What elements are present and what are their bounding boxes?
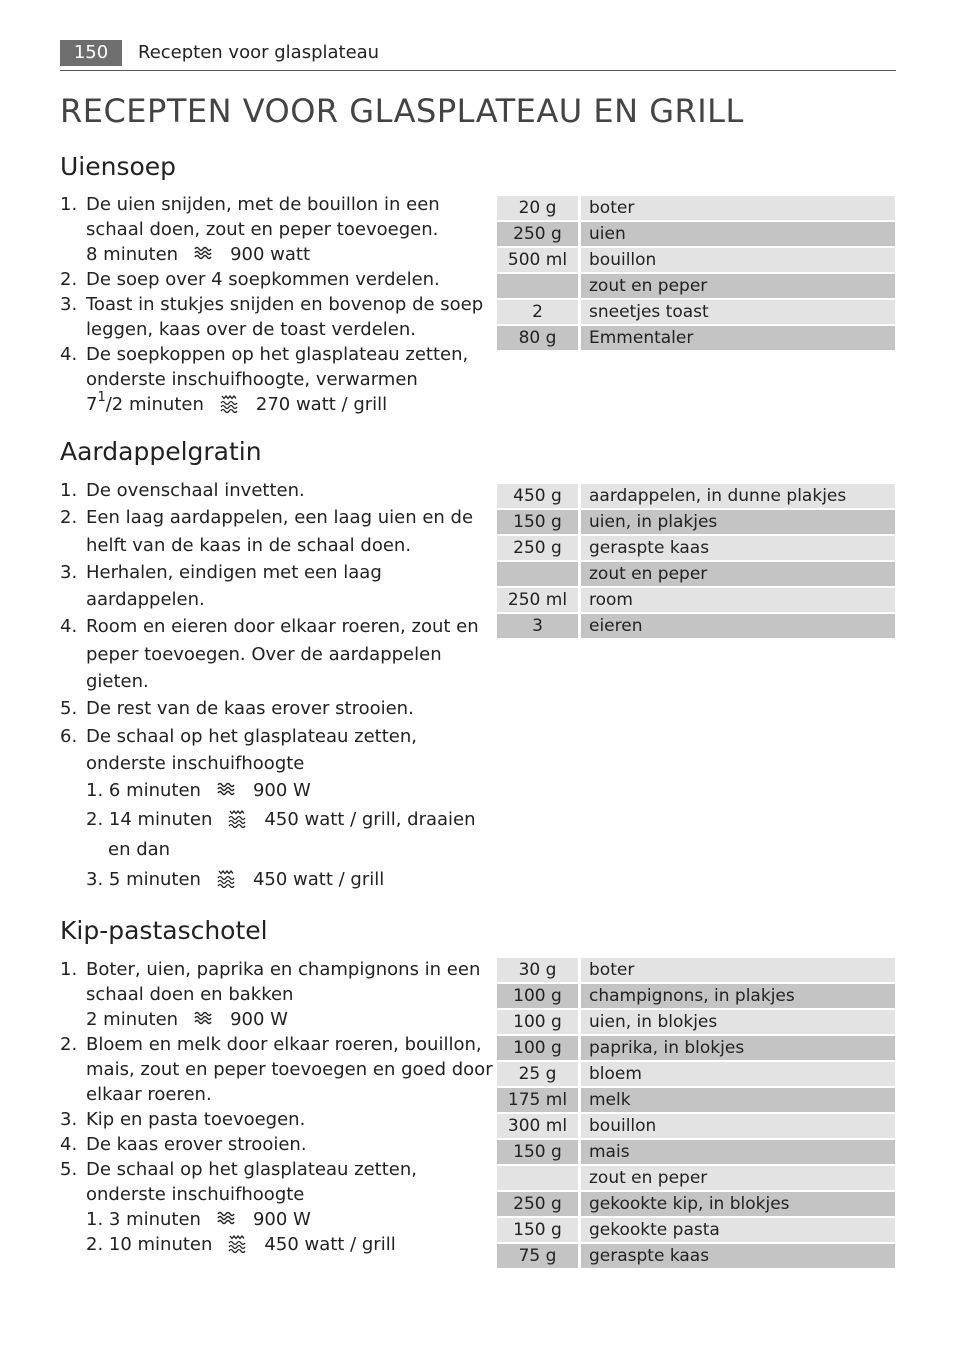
ingredient-row: zout en peper: [497, 562, 896, 588]
ingredient-row: 250 g uien: [497, 222, 896, 248]
recipe-steps-uiensoep: [60, 192, 484, 417]
microwave-grill-icon: [228, 1235, 246, 1251]
ingredient-row: 80 g Emmentaler: [497, 326, 896, 352]
step: 1. De uien snijden, met de bouillon in een schaal doen, zout en peper toevoegen. 8 minuten 900 watt: [60, 194, 440, 265]
microwave-waves-icon: [217, 781, 235, 797]
page-title: RECEPTEN VOOR GLASPLATEAU EN GRILL: [60, 92, 744, 130]
ingredient-row: 100 g paprika, in blokjes: [497, 1036, 896, 1062]
ingredients-table-kip-pastaschotel: [497, 958, 896, 1270]
substep: 2. 10 minuten 450 watt / grill: [86, 1234, 396, 1255]
ingredient-row: 30 g boter: [497, 958, 896, 984]
step: 3. Herhalen, eindigen met een laag aardappelen.: [60, 561, 382, 611]
ingredient-row: 250 g gekookte kip, in blokjes: [497, 1192, 896, 1218]
ingredient-row: 150 g gekookte pasta: [497, 1218, 896, 1244]
step: 6. De schaal op het glasplateau zetten, onderste inschuifhoogte 1. 6 minuten 900 W 2. 14 minuten 450 watt / grill, draaien en dan 3. 5 minuten 450 watt / grill: [60, 723, 480, 896]
step: 4. De kaas erover strooien.: [60, 1134, 307, 1155]
microwave-grill-icon: [228, 810, 246, 826]
step: 2. Bloem en melk door elkaar roeren, bouillon, mais, zout en peper toevoegen en goed door elkaar roeren.: [60, 1034, 493, 1105]
ingredient-row: 150 g uien, in plakjes: [497, 510, 896, 536]
ingredient-row: 450 g aardappelen, in dunne plakjes: [497, 484, 896, 510]
ingredient-row: 150 g mais: [497, 1140, 896, 1166]
ingredients-table-uiensoep: [497, 196, 896, 352]
ingredients-table-aardappelgratin: [497, 484, 896, 640]
step: 3. Toast in stukjes snijden en bovenop de soep leggen, kaas over de toast verdelen.: [60, 294, 484, 340]
substep: 1. 3 minuten 900 W: [86, 1209, 311, 1230]
substep: 3. 5 minuten 450 watt / grill: [86, 869, 385, 891]
ingredient-row: zout en peper: [497, 274, 896, 300]
ingredient-row: 3 eieren: [497, 614, 896, 640]
step: 1. Boter, uien, paprika en champignons in een schaal doen en bakken 2 minuten 900 W: [60, 959, 481, 1030]
substep: 1. 6 minuten 900 W: [86, 780, 311, 802]
header-title: Recepten voor glasplateau: [138, 42, 380, 63]
microwave-waves-icon: [217, 1210, 235, 1226]
step: 1. De ovenschaal invetten.: [60, 480, 305, 501]
recipe-steps-aardappelgratin: [60, 477, 480, 895]
page-number: 150: [60, 40, 122, 66]
ingredient-row: 175 ml melk: [497, 1088, 896, 1114]
ingredient-row: zout en peper: [497, 1166, 896, 1192]
step: 4. De soepkoppen op het glasplateau zetten, onderste inschuifhoogte, verwarmen $7^1/2$ minuten 270 watt / grill: [60, 344, 469, 415]
microwave-waves-icon: [194, 1010, 212, 1026]
ingredient-row: 100 g champignons, in plakjes: [497, 984, 896, 1010]
ingredient-row: 75 g geraspte kaas: [497, 1244, 896, 1270]
recipe-title-kip-pastaschotel: Kip-pastaschotel: [60, 916, 268, 945]
page-header: [60, 40, 896, 71]
substep: 2. 14 minuten 450 watt / grill, draaien: [86, 809, 476, 831]
ingredient-row: 2 sneetjes toast: [497, 300, 896, 326]
recipe-title-aardappelgratin: Aardappelgratin: [60, 437, 262, 466]
ingredient-row: 25 g bloem: [497, 1062, 896, 1088]
ingredient-row: 250 ml room: [497, 588, 896, 614]
ingredient-row: 500 ml bouillon: [497, 248, 896, 274]
ingredient-row: 20 g boter: [497, 196, 896, 222]
microwave-waves-icon: [194, 245, 212, 261]
recipe-title-uiensoep: Uiensoep: [60, 152, 177, 181]
microwave-grill-icon: [220, 395, 238, 411]
ingredient-row: 250 g geraspte kaas: [497, 536, 896, 562]
step: 5. De schaal op het glasplateau zetten, onderste inschuifhoogte 1. 3 minuten 900 W 2. 10 minuten 450 watt / grill: [60, 1157, 480, 1257]
step: 3. Kip en pasta toevoegen.: [60, 1109, 306, 1130]
ingredient-row: 300 ml bouillon: [497, 1114, 896, 1140]
step: 2. Een laag aardappelen, een laag uien en de helft van de kaas in de schaal doen.: [60, 507, 474, 556]
step: 2. De soep over 4 soepkommen verdelen.: [60, 269, 440, 290]
ingredient-row: 100 g uien, in blokjes: [497, 1010, 896, 1036]
step: 4. Room en eieren door elkaar roeren, zout en peper toevoegen. Over de aardappelen gieten.: [60, 616, 479, 693]
step: 5. De rest van de kaas erover strooien.: [60, 698, 414, 720]
recipe-steps-kip-pastaschotel: [60, 957, 493, 1257]
microwave-grill-icon: [217, 870, 235, 886]
